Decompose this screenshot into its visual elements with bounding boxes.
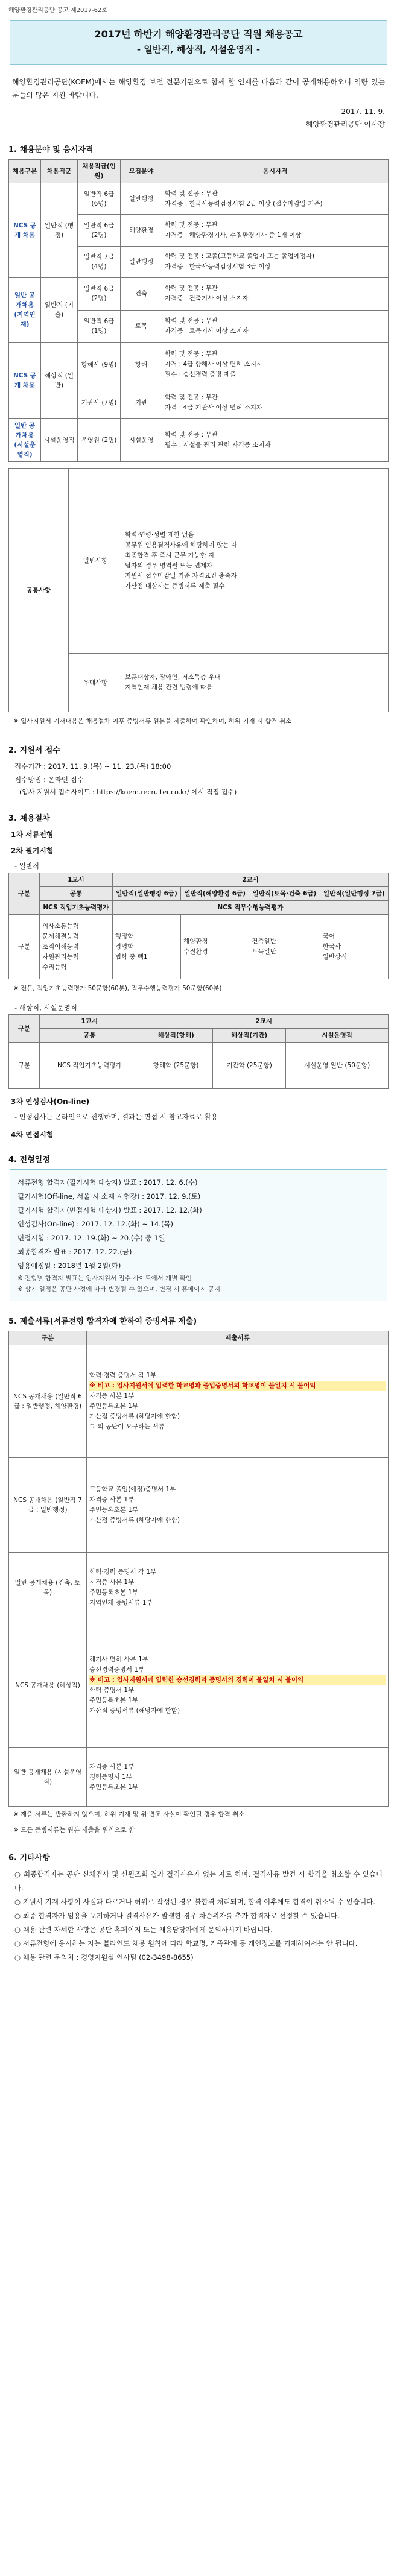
exam-table-general <box>8 873 389 979</box>
exam-cell: 기관학 (25문항) <box>212 1043 285 1089</box>
exam-cell: NCS 직업기초능력평가 <box>40 1043 139 1089</box>
doc-cat: NCS 공개채용 (해상직) <box>9 1623 87 1748</box>
sub-header: 공통 <box>40 887 113 901</box>
col-header: 응시자격 <box>162 160 389 183</box>
exam-item: 행정학 <box>115 932 134 940</box>
table-row <box>9 1029 389 1043</box>
sub-header: 일반직(해양환경 6급) <box>181 887 249 901</box>
exam-cell: 시설운영 일반 (50문항) <box>286 1043 389 1089</box>
exam-table-sea <box>8 1014 389 1089</box>
section-5-title: 5. 제출서류(서류전형 합격자에 한하여 증빙서류 제출) <box>8 1317 197 1326</box>
doc-items <box>87 1623 389 1748</box>
common-label: 공통사항 <box>9 469 69 712</box>
doc-item: 학력·경력 증명서 각 1부 <box>89 1372 157 1379</box>
field-cell: 건축 <box>121 278 162 311</box>
sub-header: 해상직(기관) <box>212 1029 285 1043</box>
apply-method: 접수방법 : 온라인 접수 <box>14 775 84 784</box>
table-row <box>9 887 389 901</box>
doc-item: 자격증 사본 1부 <box>89 1579 135 1586</box>
field-cell: 항해 <box>121 343 162 387</box>
field-cell: 일반행정 <box>121 246 162 277</box>
req-cell <box>162 183 389 215</box>
group-cell: 일반 공개채용 (시설운영직) <box>9 419 41 462</box>
sub-header: 일반직(일반행정 6급) <box>112 887 180 901</box>
req-item: 학력 및 전공 : 무관 <box>165 317 218 324</box>
etc-para: ○ 최종합격자는 공단 신체검사 및 신원조회 결과 결격사유가 없는 자로 하며, 결격사유 발견 시 합격을 취소할 수 있습니다. <box>14 1870 383 1892</box>
req-item: 자격증 : 해양환경기사, 수질환경기사 중 1개 이상 <box>165 231 302 239</box>
common-item: 공무원 임용결격사유에 해당하지 않는 자 <box>125 541 237 549</box>
step-doc: 1차 서류전형 <box>11 830 54 839</box>
exam-cell <box>181 915 249 979</box>
exam-item: 의사소통능력 <box>42 922 79 930</box>
doc-item: 지역인재 증빙서류 1부 <box>89 1599 153 1606</box>
schedule-note: ※ 상기 일정은 공단 사정에 따라 변경될 수 있으며, 변경 시 홈페이지 공지 <box>17 1286 221 1293</box>
docs-note: ※ 모든 증빙서류는 원본 제출을 원칙으로 함 <box>13 1826 135 1834</box>
table-row <box>9 1553 389 1623</box>
table-row <box>9 915 389 979</box>
exam-item: 자원관리능력 <box>42 953 79 961</box>
group-cell: NCS 공개 채용 <box>9 183 41 278</box>
common-item: 보훈대상자, 장애인, 저소득층 우대 <box>125 674 221 681</box>
col-header: 2교시 <box>139 1015 389 1029</box>
table-row <box>9 873 389 887</box>
doc-highlight: ※ 비고 : 입사지원서에 입력한 학교명과 졸업증명서의 학교명이 불일치 시 불이익 <box>89 1381 386 1391</box>
schedule-item: 필기시험 합격자(면접시험 대상자) 발표 : 2017. 12. 12.(화) <box>17 1206 202 1214</box>
doc-highlight: ※ 비고 : 입사지원서에 입력한 승선경력과 증명서의 경력이 불일치 시 불이익 <box>89 1675 386 1685</box>
doc-item: 자격증 사본 1부 <box>89 1392 135 1400</box>
req-cell <box>162 387 389 419</box>
exam-item: 일반상식 <box>322 953 348 961</box>
exam-cell <box>320 915 388 979</box>
req-cell <box>162 343 389 387</box>
table-row <box>9 1623 389 1748</box>
sub-header: 해상직(항해) <box>139 1029 212 1043</box>
grade-cell: 항해사 (9명) <box>78 343 121 387</box>
grade-cell: 일반직 7급 (4명) <box>78 246 121 277</box>
row-label: 구분 <box>9 915 40 979</box>
doc-cat: 일반 공개채용 (건축, 토목) <box>9 1553 87 1623</box>
table-row <box>9 183 389 215</box>
section-1-footnote: ※ 입사지원서 기재내용은 채용절차 이후 증빙서류 원본을 제출하여 확인하며, 허위 기재 시 합격 취소 <box>13 718 292 725</box>
sub-header: 공통 <box>40 1029 139 1043</box>
doc-cat: NCS 공개채용 (일반직 6급 : 일반행정, 해양환경) <box>9 1345 87 1458</box>
col-header: 구분 <box>9 873 40 915</box>
grade-cell: 일반직 6급 (2명) <box>78 278 121 311</box>
row-label: 구분 <box>9 1043 40 1089</box>
exam-item: 법학 중 택1 <box>115 953 148 961</box>
notice-subtitle: - 일반직, 해상직, 시설운영직 - <box>136 44 261 55</box>
table-row <box>9 1331 389 1345</box>
recruit-table <box>8 159 389 462</box>
doc-item: 주민등록초본 1부 <box>89 1589 139 1596</box>
doc-item: 그 외 공단이 요구하는 서류 <box>89 1423 165 1430</box>
doc-item: 승선경력증명서 1부 <box>89 1666 145 1673</box>
req-item: 자격증 : 건축기사 이상 소지자 <box>165 295 249 303</box>
exam-item: 수질환경 <box>183 948 208 955</box>
schedule-item: 최종합격자 발표 : 2017. 12. 22.(금) <box>17 1248 132 1256</box>
schedule-item: 임용예정일 : 2018년 1월 2일(화) <box>17 1261 121 1270</box>
req-cell <box>162 278 389 311</box>
col-header: 1교시 <box>40 1015 139 1029</box>
grade-cell: 기관사 (7명) <box>78 387 121 419</box>
col-header: 제출서류 <box>87 1331 389 1345</box>
req-cell <box>162 215 389 246</box>
col-header: 채용구분 <box>9 160 41 183</box>
doc-item: 자격증 사본 1부 <box>89 1763 135 1770</box>
sea-label: - 해상직, 시설운영직 <box>14 1003 77 1012</box>
sub-header: 일반직(일반행정 7급) <box>320 887 388 901</box>
common-item: 가산점 대상자는 증빙서류 제출 필수 <box>125 582 225 590</box>
doc-item: 주민등록초본 1부 <box>89 1403 139 1410</box>
notice-date: 2017. 11. 9. <box>341 107 385 116</box>
req-item: 필수 : 시설물 관리 관련 자격증 소지자 <box>165 441 271 449</box>
grade-cell: 일반직 6급 (6명) <box>78 183 121 215</box>
job-cell: 해상직 (일반) <box>41 343 78 419</box>
apply-site: (입사 지원서 접수사이트 : https://koem.recruiter.co.kr/ 에서 직접 접수) <box>19 788 237 796</box>
etc-para: ○ 지원서 기재 사항이 사실과 다르거나 허위로 작성된 경우 불합격 처리되며, 합격 이후에도 합격이 취소될 수 있습니다. <box>14 1898 375 1906</box>
col-header: 채용직급(인원) <box>78 160 121 183</box>
req-item: 학력 및 전공 : 무관 <box>165 285 218 292</box>
req-cell <box>162 310 389 343</box>
req-item: 필수 : 승선경력 증빙 제출 <box>165 371 237 379</box>
common-cat: 일반사항 <box>69 469 122 654</box>
exam-item: 수리능력 <box>42 963 67 971</box>
doc-item: 학력 증명서 1부 <box>89 1687 135 1694</box>
doc-item: 해기사 면허 사본 1부 <box>89 1656 148 1663</box>
group-cell: NCS 공개 채용 <box>9 343 41 419</box>
step-online: 3차 인성검사(On-line) <box>11 1097 90 1106</box>
doc-cat: 일반 공개채용 (시설운영직) <box>9 1748 87 1807</box>
schedule-item: 서류전형 합격자(필기시험 대상자) 발표 : 2017. 12. 6.(수) <box>17 1178 198 1187</box>
req-item: 학력 및 전공 : 무관 <box>165 431 218 438</box>
col-header: 구분 <box>9 1331 87 1345</box>
group-cell: 일반 공개채용 (지역인재) <box>9 278 41 343</box>
common-items <box>122 469 389 654</box>
doc-item: 가산점 증빙서류 (해당자에 한함) <box>89 1413 180 1420</box>
req-cell <box>162 246 389 277</box>
common-item: 지역인재 채용 관련 법령에 따름 <box>125 684 213 691</box>
col-header: 모집분야 <box>121 160 162 183</box>
doc-item: 학력·경력 증명서 각 1부 <box>89 1568 157 1576</box>
exam-cell <box>40 915 113 979</box>
common-item: 남자의 경우 병역필 또는 면제자 <box>125 562 213 569</box>
exam-item: 조직이해능력 <box>42 942 79 950</box>
section-1-title: 1. 채용분야 및 응시자격 <box>8 145 94 154</box>
table-row <box>9 1043 389 1089</box>
recruit-table-header <box>9 160 389 183</box>
notice-signer: 해양환경관리공단 이사장 <box>305 120 385 128</box>
doc-item: 경력증명서 1부 <box>89 1773 132 1781</box>
common-item: 학력·연령·성별 제한 없음 <box>125 531 194 538</box>
exam-cell: 항해학 (25문항) <box>139 1043 212 1089</box>
doc-item: 주민등록초본 1부 <box>89 1506 139 1514</box>
doc-item: 가산점 증빙서류 (해당자에 한함) <box>89 1707 180 1714</box>
doc-item: 고등학교 졸업(예정)증명서 1부 <box>89 1486 176 1493</box>
req-item: 학력 및 전공 : 무관 <box>165 350 218 358</box>
req-item: 자격증 : 한국사능력검정시험 3급 이상 <box>165 263 271 271</box>
col-header: 1교시 <box>40 873 113 887</box>
sub-header: 시설운영직 <box>286 1029 389 1043</box>
req-cell <box>162 419 389 462</box>
col-header: 2교시 <box>112 873 388 887</box>
doc-item: 자격증 사본 1부 <box>89 1496 135 1503</box>
req-item: 학력 및 전공 : 무관 <box>165 394 218 402</box>
field-cell: 일반행정 <box>121 183 162 215</box>
col-header: 구분 <box>9 1015 40 1043</box>
field-cell: 기관 <box>121 387 162 419</box>
sub-header: NCS 직업기초능력평가 <box>40 901 113 915</box>
common-table <box>8 468 389 712</box>
doc-cat: NCS 공개채용 (일반직 7급 : 일반행정) <box>9 1458 87 1553</box>
field-cell: 해양환경 <box>121 215 162 246</box>
doc-items <box>87 1458 389 1553</box>
field-cell: 토목 <box>121 310 162 343</box>
table-row <box>9 343 389 387</box>
job-cell: 일반직 (행정) <box>41 183 78 278</box>
doc-item: 주민등록초본 1부 <box>89 1783 139 1791</box>
exam-item: 토목일반 <box>252 948 276 955</box>
table-row <box>9 469 389 654</box>
online-note: - 인성검사는 온라인으로 진행하며, 결과는 면접 시 참고자료로 활용 <box>14 1113 218 1121</box>
exam-item: 국어 <box>322 932 335 940</box>
job-cell: 시설운영직 <box>41 419 78 462</box>
grade-cell: 운영원 (2명) <box>78 419 121 462</box>
doc-items <box>87 1345 389 1458</box>
section-3-title: 3. 채용절차 <box>8 814 50 823</box>
notice-title: 2017년 하반기 해양환경관리공단 직원 채용공고 <box>94 28 303 40</box>
notice-number: 해양환경관리공단 공고 제2017-62호 <box>8 7 108 14</box>
etc-para: ○ 최종 합격자가 임용을 포기하거나 결격사유가 발생한 경우 차순위자를 추가 합격자로 선정할 수 있습니다. <box>14 1911 340 1920</box>
schedule-note: ※ 전형별 합격자 발표는 입사지원서 접수 사이트에서 개별 확인 <box>17 1275 192 1282</box>
section-2-title: 2. 지원서 접수 <box>8 746 60 755</box>
exam-item: 한국사 <box>322 942 341 950</box>
docs-table <box>8 1331 389 1807</box>
table-row <box>9 1748 389 1807</box>
doc-items <box>87 1748 389 1807</box>
req-item: 자격증 : 한국사능력검정시험 2급 이상 (접수마감일 기준) <box>165 200 323 207</box>
col-header: 채용직군 <box>41 160 78 183</box>
grade-cell: 일반직 6급 (1명) <box>78 310 121 343</box>
section-4-title: 4. 전형일정 <box>8 1155 50 1164</box>
schedule-box <box>10 1169 387 1301</box>
sub-header: 일반직(토목·건축 6급) <box>249 887 320 901</box>
exam-item: 해양환경 <box>183 938 208 945</box>
job-cell: 일반직 (기술) <box>41 278 78 343</box>
step-interview: 4차 면접시험 <box>11 1131 54 1139</box>
exam-cell <box>112 915 180 979</box>
signature-block <box>8 106 389 131</box>
req-item: 자격증 : 토목기사 이상 소지자 <box>165 327 249 335</box>
etc-para: ○ 채용 관련 자세한 사항은 공단 홈페이지 또는 채용담당자에게 문의하시기 바랍니다. <box>14 1925 273 1934</box>
exam-cell <box>249 915 320 979</box>
schedule-item: 필기시험(Off-line, 서울 시 소재 시험장) : 2017. 12. 9.(토) <box>17 1192 201 1201</box>
sub-header: NCS 직무수행능력평가 <box>112 901 388 915</box>
exam-note: ※ 전문, 직업기초능력평가 50문항(60분), 직무수행능력평가 50문항(60분) <box>13 985 222 992</box>
table-row <box>9 1458 389 1553</box>
table-row <box>9 901 389 915</box>
exam-item: 문제해결능력 <box>42 932 79 940</box>
common-item: 지원서 접수마감일 기준 자격요건 충족자 <box>125 572 237 579</box>
common-cat: 우대사항 <box>69 654 122 712</box>
req-item: 학력 및 전공 : 고졸(고등학교 졸업자 또는 졸업예정자) <box>165 253 315 260</box>
req-item: 학력 및 전공 : 무관 <box>165 189 218 197</box>
exam-item: 경영학 <box>115 942 134 950</box>
common-item: 최종합격 후 즉시 근무 가능한 자 <box>125 552 215 559</box>
table-row <box>9 1015 389 1029</box>
docs-note: ※ 제출 서류는 반환하지 않으며, 허위 기재 및 위·변조 사실이 확인될 경우 합격 취소 <box>13 1811 245 1818</box>
table-row <box>9 419 389 462</box>
doc-item: 가산점 증빙서류 (해당자에 한함) <box>89 1517 180 1524</box>
apply-period: 접수기간 : 2017. 11. 9.(목) ~ 11. 23.(목) 18:00 <box>14 762 171 771</box>
table-row <box>9 1345 389 1458</box>
schedule-item: 인성검사(On-line) : 2017. 12. 12.(화) ~ 14.(목) <box>17 1220 174 1228</box>
doc-items <box>87 1553 389 1623</box>
req-item: 학력 및 전공 : 무관 <box>165 221 218 229</box>
doc-item: 주민등록초본 1부 <box>89 1697 139 1704</box>
etc-para: ○ 채용 관련 문의처 : 경영지원실 인사팀 (02-3498-8655) <box>14 1953 194 1962</box>
general-label: - 일반직 <box>14 862 40 870</box>
exam-item: 건축일반 <box>252 938 276 945</box>
field-cell: 시설운영 <box>121 419 162 462</box>
schedule-item: 면접시험 : 2017. 12. 19.(화) ~ 20.(수) 중 1일 <box>17 1234 165 1242</box>
grade-cell: 일반직 6급 (2명) <box>78 215 121 246</box>
title-box <box>10 20 387 65</box>
intro-text: 해양환경관리공단(KOEM)에서는 해양환경 보전 전문기관으로 함께 할 인재를 다음과 같이 공개채용하오니 역량 있는 분들의 많은 지원 바랍니다. <box>12 78 385 99</box>
table-row <box>9 278 389 311</box>
common-items <box>122 654 389 712</box>
req-item: 자격 : 4급 기관사 이상 면허 소지자 <box>165 404 263 412</box>
section-6-title: 6. 기타사항 <box>8 1854 50 1863</box>
etc-para: ○ 서류전형에 응시하는 자는 블라인드 채용 원칙에 따라 학교명, 가족관계 등 개인정보를 기재하여서는 안 됩니다. <box>14 1939 358 1948</box>
step-written: 2차 필기시험 <box>11 847 54 855</box>
req-item: 자격 : 4급 항해사 이상 면허 소지자 <box>165 361 263 368</box>
